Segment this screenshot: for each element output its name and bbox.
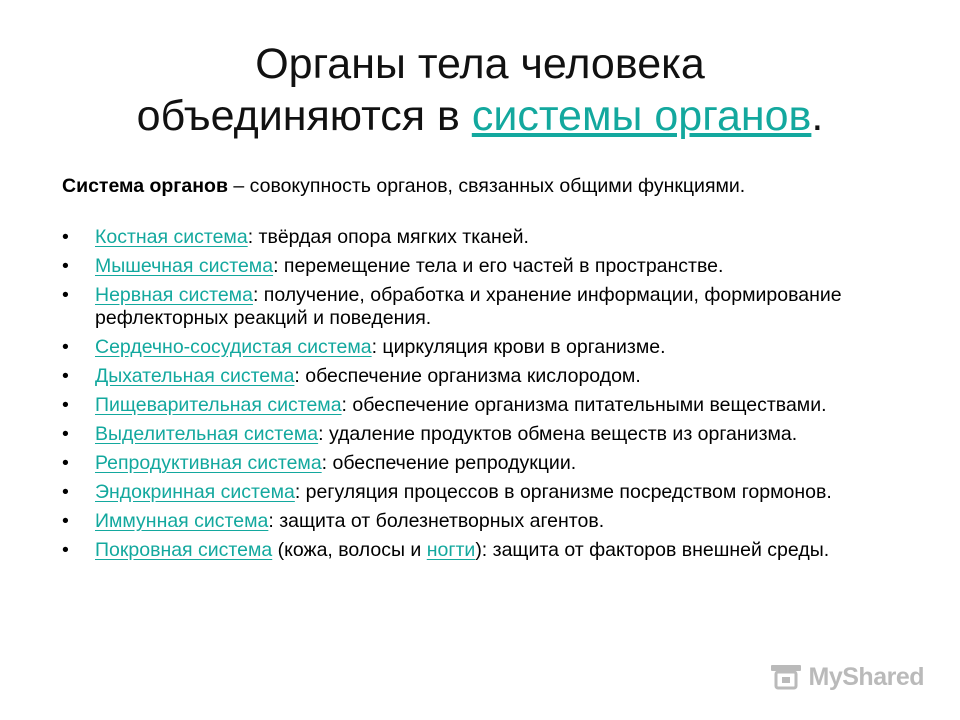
list-item-text: : удаление продуктов обмена веществ из организма.: [318, 423, 798, 445]
list-item-immune: [62, 510, 902, 533]
bullet: •: [62, 510, 69, 532]
list-item-nervous: [62, 284, 902, 330]
definition: [62, 174, 922, 198]
list-item-text: : защита от болезнетворных агентов.: [268, 510, 605, 532]
title-line-1: Органы тела человека: [255, 40, 705, 88]
title-line-2: [0, 90, 960, 142]
title-line-2-prefix: объединяются в: [136, 92, 472, 140]
immune-system-link[interactable]: Иммунная система: [95, 510, 269, 532]
list-item-digestive: [62, 394, 902, 417]
digestive-system-link[interactable]: Пищеварительная система: [95, 394, 342, 416]
list-item-text: : циркуляция крови в организме.: [371, 336, 666, 358]
nails-link[interactable]: ногти: [426, 539, 476, 561]
organ-systems-link[interactable]: системы органов: [471, 92, 812, 140]
list-item-muscular: [62, 255, 902, 278]
list-item-integumentary: [62, 539, 902, 562]
list-item-text: (кожа, волосы и: [272, 539, 427, 561]
list-item-text-2: ): защита от факторов внешней среды.: [475, 539, 830, 561]
title-line-2-suffix: .: [811, 92, 824, 140]
list-item-text: : обеспечение организма кислородом.: [294, 365, 641, 387]
definition-term: Система органов: [62, 175, 228, 197]
list-item-endocrine: [62, 481, 902, 504]
list-item-reproductive: [62, 452, 902, 475]
mortarboard-icon: [769, 662, 803, 692]
list-item-text: : твёрдая опора мягких тканей.: [247, 226, 529, 248]
bullet: •: [62, 226, 69, 248]
list-item-text: : обеспечение организма питательными веществами.: [341, 394, 827, 416]
bullet: •: [62, 284, 69, 306]
myshared-watermark: [769, 662, 924, 692]
definition-text: – совокупность органов, связанных общими функциями.: [227, 175, 746, 197]
organ-systems-list: [62, 226, 902, 568]
slide-title: [0, 38, 960, 142]
excretory-system-link[interactable]: Выделительная система: [95, 423, 319, 445]
bullet: •: [62, 365, 69, 387]
list-item-respiratory: [62, 365, 902, 388]
nervous-system-link[interactable]: Нервная система: [95, 284, 253, 306]
bullet: •: [62, 481, 69, 503]
list-item-skeletal: [62, 226, 902, 249]
skeletal-system-link[interactable]: Костная система: [95, 226, 248, 248]
bullet: •: [62, 255, 69, 277]
cardiovascular-system-link[interactable]: Сердечно-сосудистая система: [95, 336, 372, 358]
bullet: •: [62, 423, 69, 445]
watermark-text: MyShared: [808, 662, 924, 691]
bullet: •: [62, 394, 69, 416]
reproductive-system-link[interactable]: Репродуктивная система: [95, 452, 322, 474]
list-item-cardiovascular: [62, 336, 902, 359]
bullet: •: [62, 452, 69, 474]
endocrine-system-link[interactable]: Эндокринная система: [95, 481, 295, 503]
muscular-system-link[interactable]: Мышечная система: [95, 255, 274, 277]
list-item-text: : регуляция процессов в организме посредством гормонов.: [294, 481, 832, 503]
bullet: •: [62, 539, 69, 561]
list-item-text: : обеспечение репродукции.: [321, 452, 577, 474]
list-item-excretory: [62, 423, 902, 446]
respiratory-system-link[interactable]: Дыхательная система: [95, 365, 295, 387]
integumentary-system-link[interactable]: Покровная система: [95, 539, 273, 561]
list-item-text: : перемещение тела и его частей в пространстве.: [273, 255, 724, 277]
list-item-text: : получение, обработка и хранение информации, формирование рефлекторных реакций и поведения.: [95, 284, 842, 329]
bullet: •: [62, 336, 69, 358]
